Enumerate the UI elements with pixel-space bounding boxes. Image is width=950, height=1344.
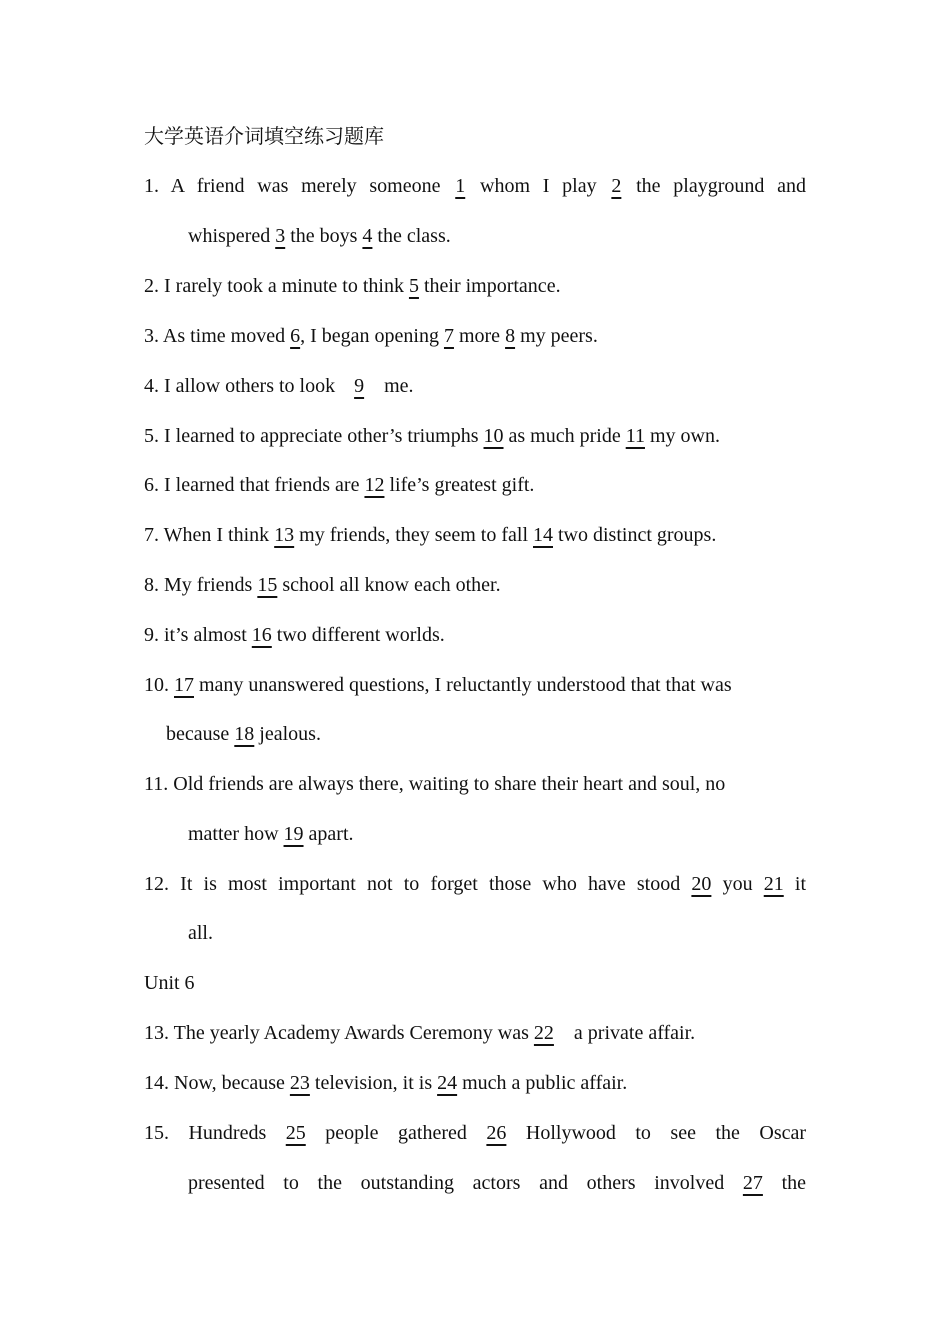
blank-20: 20 [691,873,712,895]
text-segment: matter how [188,823,284,845]
text-segment: Unit 6 [144,972,195,994]
blank-9: 9 [354,375,365,397]
question-13 [144,1018,695,1048]
blank-3: 3 [275,225,286,247]
blank-11: 11 [625,425,645,447]
blank-17: 17 [174,674,194,696]
text-segment: jealous. [254,723,321,745]
text-segment: the class. [372,225,451,247]
text-segment: , I began opening [300,325,444,347]
text-segment: life’s greatest gift. [384,474,535,496]
text-segment: 7. When I think [144,524,275,546]
blank-14: 14 [533,524,553,546]
text-segment: because [166,723,235,745]
blank-25: 25 [285,1122,306,1144]
question-10-line-2 [166,719,321,749]
text-segment: television, it is [309,1072,438,1094]
text-segment: 10. [144,674,174,696]
blank-18: 18 [234,723,255,745]
text-segment: whom I play [480,175,610,197]
question-15-line-2 [188,1168,806,1198]
text-segment: school all know each other. [277,574,501,596]
question-11-line-2 [188,819,354,849]
text-segment: presented to the outstanding actors and others involved [188,1172,743,1194]
text-segment: more [453,325,506,347]
question-14 [144,1068,627,1098]
question-3 [144,321,598,351]
text-segment: 3. As time moved [144,325,291,347]
question-6 [144,470,534,500]
blank-2: 2 [611,175,622,197]
text-segment: 13. The yearly Academy Awards Ceremony was [144,1022,534,1044]
blank-12: 12 [364,474,385,496]
text-segment: the [781,1172,807,1194]
unit-heading [144,968,195,998]
text-segment: 14. Now, because [144,1072,290,1094]
text-segment: 8. My friends [144,574,258,596]
question-5 [144,421,720,451]
text-segment: 9. it’s almost [144,624,252,646]
text-segment: it [794,873,807,895]
text-segment: all. [188,922,213,944]
blank-5: 5 [408,275,419,297]
question-4 [144,371,414,401]
text-segment: 12. It is most important not to forget those who have stood [144,873,692,895]
text-segment: the playground and [636,175,807,197]
blank-13: 13 [274,524,295,546]
blank-19: 19 [283,823,304,845]
blank-22: 22 [533,1022,554,1044]
text-segment: the boys [285,225,363,247]
question-10-line-1 [144,670,732,700]
blank-10: 10 [483,425,504,447]
text-segment: 11. Old friends are always there, waiting to share their heart and soul, no [144,773,726,795]
text-segment: Hollywood to see the Oscar [525,1122,807,1144]
question-11-line-1 [144,769,725,799]
question-9 [144,620,445,650]
blank-6: 6 [290,325,301,347]
page-title: 大学英语介词填空练习题库 [144,124,384,148]
text-segment: 4. I allow others to look [144,375,341,397]
question-8 [144,570,501,600]
blank-24: 24 [437,1072,458,1094]
blank-21: 21 [763,873,784,895]
blank-16: 16 [251,624,272,646]
blank-7: 7 [443,325,454,347]
question-1-line-1 [144,171,806,201]
blank-4: 4 [362,225,373,247]
blank-8: 8 [505,325,516,347]
text-segment: people gathered [325,1122,487,1144]
question-2 [144,271,561,301]
text-segment: 15. Hundreds [144,1122,286,1144]
question-12-line-2 [188,918,213,948]
question-15-line-1 [144,1118,806,1148]
question-1-line-2 [188,221,451,251]
text-segment: their importance. [418,275,561,297]
blank-23: 23 [289,1072,310,1094]
question-7 [144,520,716,550]
blank-15: 15 [257,574,278,596]
text-segment: my peers. [515,325,598,347]
text-segment: my friends, they seem to fall [294,524,533,546]
blank-1: 1 [455,175,466,197]
text-segment: whispered [188,225,276,247]
text-segment: you [722,873,764,895]
blank-27: 27 [742,1172,763,1194]
text-segment: two distinct groups. [553,524,717,546]
text-segment: many unanswered questions, I reluctantly understood that that was [194,674,732,696]
text-segment: two different worlds. [271,624,445,646]
question-12-line-1 [144,869,806,899]
text-segment: my own. [644,425,720,447]
text-segment: a private affair. [568,1022,696,1044]
text-segment: 6. I learned that friends are [144,474,365,496]
text-segment: me. [379,375,414,397]
text-segment: 5. I learned to appreciate other’s triumphs [144,425,484,447]
text-segment: as much pride [503,425,626,447]
text-segment: 1. A friend was merely someone [144,175,454,197]
text-segment: 2. I rarely took a minute to think [144,275,409,297]
blank-26: 26 [486,1122,507,1144]
text-segment: much a public affair. [457,1072,628,1094]
text-segment: apart. [303,823,354,845]
